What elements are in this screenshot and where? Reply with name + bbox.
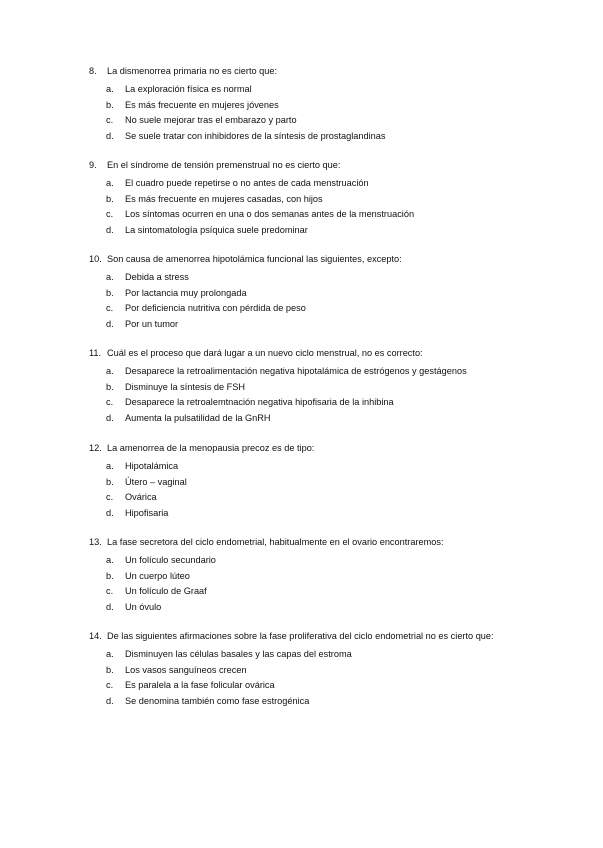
- question-text: Son causa de amenorrea hipotolámica funcional las siguientes, excepto:: [107, 254, 402, 264]
- option-letter: c.: [106, 303, 114, 314]
- option-c: [89, 395, 529, 411]
- option-text: Un cuerpo lúteo: [125, 570, 190, 581]
- option-letter: b.: [106, 381, 114, 392]
- options-list: [89, 459, 529, 521]
- question-text: En el síndrome de tensión premenstrual no es cierto que:: [107, 160, 341, 170]
- question-10: [89, 252, 529, 332]
- option-letter: d.: [106, 601, 114, 612]
- options-list: [89, 647, 529, 709]
- option-letter: c.: [106, 586, 114, 597]
- option-text: Por deficiencia nutritiva con pérdida de peso: [125, 303, 306, 314]
- option-text: Los vasos sanguíneos crecen: [125, 664, 247, 675]
- question-stem: [89, 346, 529, 360]
- option-letter: c.: [106, 397, 114, 408]
- option-text: Desaparece la retroalimentación negativa hipotalámica de estrógenos y gestágenos: [125, 366, 467, 376]
- option-letter: b.: [106, 99, 114, 110]
- option-letter: a.: [106, 366, 114, 376]
- option-text: No suele mejorar tras el embarazo y parto: [125, 115, 297, 126]
- question-9: [89, 158, 529, 238]
- option-b: [89, 475, 529, 491]
- option-text: Útero – vaginal: [125, 476, 187, 487]
- option-text: Un folículo secundario: [125, 555, 216, 565]
- option-d: [89, 600, 529, 616]
- option-text: Es más frecuente en mujeres casadas, con hijos: [125, 193, 323, 204]
- question-stem: [89, 252, 529, 266]
- option-letter: c.: [106, 209, 114, 220]
- option-text: La sintomatología psíquica suele predominar: [125, 224, 308, 235]
- option-a: [89, 459, 529, 475]
- question-number: 13.: [89, 537, 102, 547]
- option-text: Aumenta la pulsatilidad de la GnRH: [125, 412, 271, 423]
- question-stem: [89, 158, 529, 172]
- option-text: La exploración física es normal: [125, 84, 252, 94]
- option-b: [89, 98, 529, 114]
- option-b: [89, 192, 529, 208]
- option-text: Hipofisaria: [125, 507, 169, 518]
- option-text: Es más frecuente en mujeres jóvenes: [125, 99, 279, 110]
- option-text: Por lactancia muy prolongada: [125, 287, 247, 298]
- question-text: La fase secretora del ciclo endometrial, habitualmente en el ovario encontraremos:: [107, 537, 444, 547]
- option-c: [89, 207, 529, 223]
- question-12: [89, 441, 529, 521]
- option-b: [89, 380, 529, 396]
- option-letter: a.: [106, 649, 114, 659]
- option-letter: c.: [106, 680, 114, 691]
- options-list: [89, 176, 529, 238]
- option-letter: d.: [106, 507, 114, 518]
- option-letter: d.: [106, 130, 114, 141]
- question-13: [89, 535, 529, 615]
- question-stem: [89, 441, 529, 455]
- option-d: [89, 129, 529, 145]
- question-14: [89, 629, 529, 709]
- options-list: [89, 82, 529, 144]
- option-letter: a.: [106, 178, 114, 188]
- question-8: [89, 64, 529, 144]
- option-text: Hipotalámica: [125, 461, 179, 471]
- option-d: [89, 411, 529, 427]
- option-text: Los síntomas ocurren en una o dos semanas antes de la menstruación: [125, 209, 415, 220]
- option-c: [89, 113, 529, 129]
- option-text: Un óvulo: [125, 601, 162, 612]
- question-number: 9.: [89, 160, 97, 170]
- option-a: [89, 82, 529, 98]
- option-letter: d.: [106, 224, 114, 235]
- question-text: La amenorrea de la menopausia precoz es de tipo:: [107, 443, 315, 453]
- option-d: [89, 317, 529, 333]
- option-letter: b.: [106, 570, 114, 581]
- option-d: [89, 223, 529, 239]
- question-stem: [89, 535, 529, 549]
- option-letter: b.: [106, 287, 114, 298]
- option-a: [89, 647, 529, 663]
- option-b: [89, 663, 529, 679]
- option-letter: d.: [106, 412, 114, 423]
- option-c: [89, 678, 529, 694]
- option-a: [89, 553, 529, 569]
- question-text: De las siguientes afirmaciones sobre la fase proliferativa del ciclo endometrial no es cierto que:: [107, 631, 494, 641]
- option-a: [89, 270, 529, 286]
- option-a: [89, 364, 529, 380]
- option-text: Un folículo de Graaf: [125, 586, 207, 597]
- option-letter: d.: [106, 695, 114, 706]
- options-list: [89, 364, 529, 426]
- question-stem: [89, 64, 529, 78]
- question-text: La dismenorrea primaria no es cierto que:: [107, 66, 278, 76]
- option-d: [89, 506, 529, 522]
- option-b: [89, 286, 529, 302]
- options-list: [89, 270, 529, 332]
- option-letter: a.: [106, 555, 114, 565]
- question-number: 11.: [89, 348, 102, 358]
- option-c: [89, 584, 529, 600]
- option-text: Se suele tratar con inhibidores de la síntesis de prostaglandinas: [125, 130, 386, 141]
- option-text: Desaparece la retroalemtnación negativa hipofisaria de la inhibina: [125, 397, 394, 408]
- option-a: [89, 176, 529, 192]
- option-d: [89, 694, 529, 710]
- option-text: Disminuye la síntesis de FSH: [125, 381, 245, 392]
- question-number: 14.: [89, 631, 102, 641]
- question-stem: [89, 629, 529, 643]
- option-letter: c.: [106, 492, 114, 503]
- option-letter: b.: [106, 193, 114, 204]
- option-text: Por un tumor: [125, 318, 179, 329]
- option-text: Disminuyen las células basales y las capas del estroma: [125, 649, 352, 659]
- option-letter: a.: [106, 84, 114, 94]
- option-letter: b.: [106, 664, 114, 675]
- option-letter: c.: [106, 115, 114, 126]
- option-text: Se denomina también como fase estrogénica: [125, 695, 310, 706]
- option-text: Es paralela a la fase folicular ovárica: [125, 680, 275, 691]
- option-letter: b.: [106, 476, 114, 487]
- option-letter: d.: [106, 318, 114, 329]
- options-list: [89, 553, 529, 615]
- option-text: Ovárica: [125, 492, 157, 503]
- option-letter: a.: [106, 461, 114, 471]
- question-number: 12.: [89, 443, 102, 453]
- question-text: Cuál es el proceso que dará lugar a un nuevo ciclo menstrual, no es correcto:: [107, 348, 423, 358]
- option-text: Debida a stress: [125, 272, 189, 282]
- question-11: [89, 346, 529, 426]
- option-b: [89, 569, 529, 585]
- question-number: 10.: [89, 254, 102, 264]
- option-c: [89, 301, 529, 317]
- option-c: [89, 490, 529, 506]
- option-text: El cuadro puede repetirse o no antes de cada menstruación: [125, 178, 369, 188]
- question-number: 8.: [89, 66, 97, 76]
- option-letter: a.: [106, 272, 114, 282]
